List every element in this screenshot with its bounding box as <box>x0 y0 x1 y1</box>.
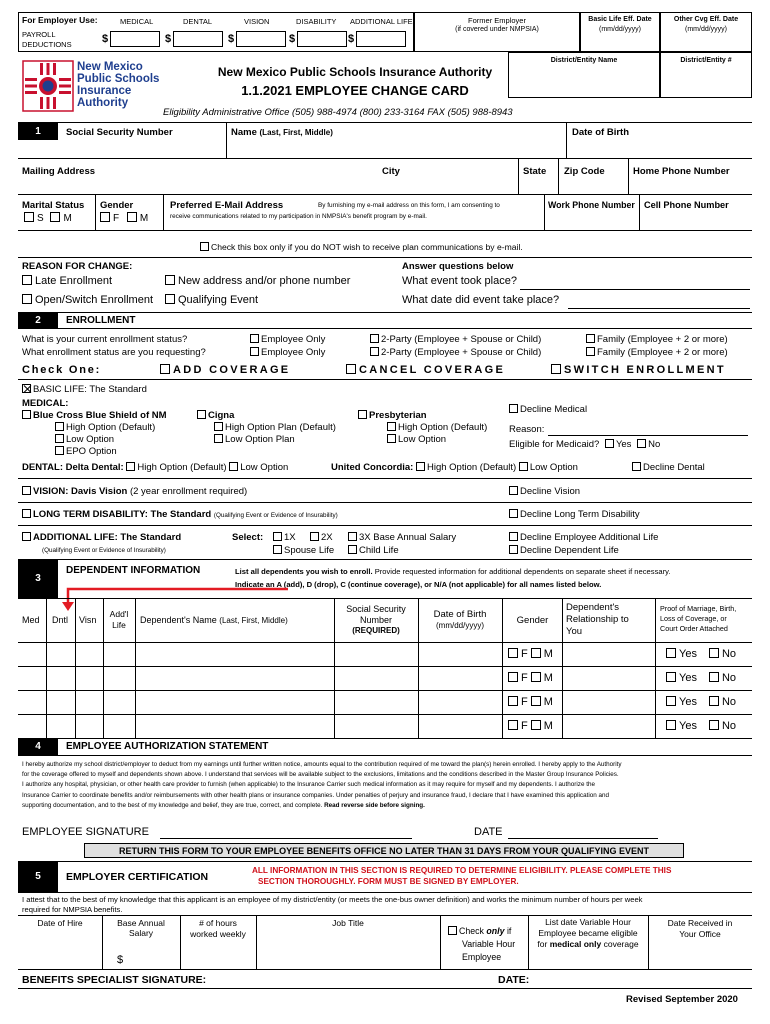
decline-dental-checkbox[interactable] <box>632 462 641 471</box>
employee-signature-label: EMPLOYEE SIGNATURE <box>22 826 149 838</box>
col-ssn-1: Social Security <box>346 604 406 614</box>
qualifying-event-option: Qualifying Event <box>165 294 258 306</box>
email-consent-2: receive communications related to my participation in NMPSIA's benefit program by e-mail. <box>170 213 427 220</box>
medicaid-question: Eligible for Medicaid? Yes No <box>509 439 661 450</box>
no-email-option: Check this box only if you do NOT wish to receive plan communications by e-mail. <box>200 242 523 252</box>
event-date-answer-line[interactable] <box>568 308 750 309</box>
mailing-address-label: Mailing Address <box>22 166 96 177</box>
event-date-question: What date did event take place? <box>402 294 560 306</box>
dep-3-female-checkbox[interactable] <box>508 696 518 706</box>
dependent-note-1: List all dependents you wish to enroll. Provide requested information for additional dependents on separate sheet if necessary. <box>235 567 671 576</box>
dep-2-male-checkbox[interactable] <box>531 672 541 682</box>
job-title-label: Job Title <box>332 918 364 928</box>
decline-dep-life-checkbox[interactable] <box>509 545 518 554</box>
cigna-high-option: High Option Plan (Default) <box>214 422 336 433</box>
district-name-label: District/Entity Name <box>550 57 618 64</box>
presbyterian-high-option: High Option (Default) <box>387 422 487 433</box>
section-3-number: 3 <box>18 560 58 598</box>
former-employer-label: Former Employer <box>468 16 526 25</box>
additional-life-deduction-input[interactable] <box>356 31 406 47</box>
bcbs-low-checkbox[interactable] <box>55 434 64 443</box>
received-date-label-1: Date Received in <box>667 918 733 928</box>
col-relationship-2: Relationship to <box>566 614 629 625</box>
no-email-checkbox[interactable] <box>200 242 209 251</box>
cancel-coverage-option: CANCEL COVERAGE <box>346 364 505 376</box>
decline-vision-option: Decline Vision <box>509 486 580 497</box>
request-employee-only: Employee Only <box>250 347 325 358</box>
reason-label: Reason: <box>509 424 545 435</box>
dep-row-4-proof: Yes No <box>666 720 736 732</box>
specialist-date-label: DATE: <box>498 974 530 986</box>
bcbs-epo-option: EPO Option <box>55 446 117 457</box>
attestation-line-2: required for NMPSIA benefits. <box>22 905 123 914</box>
dep-row-1-proof: Yes No <box>666 648 736 660</box>
col-dntl: Dntl <box>52 615 69 625</box>
section-4-number: 4 <box>18 739 58 755</box>
employee-date-line[interactable] <box>508 838 658 839</box>
dental-deduction-input[interactable] <box>173 31 223 47</box>
current-family: Family (Employee + 2 or more) <box>586 334 728 345</box>
additional-life-row: ADDITIONAL LIFE: The Standard <box>22 532 181 543</box>
dep-2-proof-no-checkbox[interactable] <box>709 672 719 682</box>
employee-date-label: DATE <box>474 826 503 838</box>
request-two-party-checkbox[interactable] <box>370 347 379 356</box>
logo-text-line1: New Mexico <box>77 61 143 73</box>
select-2x-checkbox[interactable] <box>310 532 319 541</box>
marital-options: S M <box>24 212 72 224</box>
col-dob-fmt: (mm/dd/yyyy) <box>436 621 484 630</box>
dollar-sign: $ <box>102 33 109 45</box>
employer-cert-warning-1: ALL INFORMATION IN THIS SECTION IS REQUIRED TO DETERMINE ELIGIBILITY. PLEASE COMPLETE THIS <box>252 866 672 875</box>
col-vision: VISION <box>244 17 270 26</box>
basic-life-checkbox[interactable] <box>22 384 31 393</box>
dep-3-proof-yes-checkbox[interactable] <box>666 696 676 706</box>
ltd-row: LONG TERM DISABILITY: The Standard (Qualifying Event or Evidence of Insurability) <box>22 509 338 520</box>
cigna-low-option: Low Option Plan <box>214 434 295 445</box>
united-low-checkbox[interactable] <box>519 462 528 471</box>
medicaid-yes-checkbox[interactable] <box>605 439 614 448</box>
dollar-sign: $ <box>289 33 296 45</box>
select-3x: 3X Base Annual Salary <box>348 532 456 543</box>
section-5-number: 5 <box>18 862 58 892</box>
new-address-option: New address and/or phone number <box>165 275 350 287</box>
authorization-title: EMPLOYEE AUTHORIZATION STATEMENT <box>66 741 269 752</box>
current-status-question: What is your current enrollment status? <box>22 334 188 345</box>
form-title: 1.1.2021 EMPLOYEE CHANGE CARD <box>241 83 469 98</box>
dep-1-proof-yes-checkbox[interactable] <box>666 648 676 658</box>
decline-ltd-option: Decline Long Term Disability <box>509 509 640 520</box>
bcbs-option: Blue Cross Blue Shield of NM <box>22 410 167 421</box>
dep-1-female-checkbox[interactable] <box>508 648 518 658</box>
state-label: State <box>523 166 547 177</box>
employer-cert-title: EMPLOYER CERTIFICATION <box>66 871 209 883</box>
current-family-checkbox[interactable] <box>586 334 595 343</box>
united-concordia-row: United Concordia: High Option (Default) Low Option <box>331 462 578 473</box>
logo-text-line4: Authority <box>77 97 129 109</box>
dep-4-female-checkbox[interactable] <box>508 720 518 730</box>
select-label: Select: <box>232 532 264 543</box>
dob-label: Date of Birth <box>572 127 629 138</box>
presbyterian-high-checkbox[interactable] <box>387 422 396 431</box>
requesting-status-question: What enrollment status are you requesting? <box>22 347 206 358</box>
dep-3-proof-no-checkbox[interactable] <box>709 696 719 706</box>
dep-2-proof-yes-checkbox[interactable] <box>666 672 676 682</box>
new-address-checkbox[interactable] <box>165 275 175 285</box>
district-number-label: District/Entity # <box>680 57 732 64</box>
received-date-label-2: Your Office <box>679 929 721 939</box>
col-disability: DISABILITY <box>296 17 337 26</box>
decline-medical-checkbox[interactable] <box>509 404 518 413</box>
cancel-coverage-checkbox[interactable] <box>346 364 356 374</box>
united-high-checkbox[interactable] <box>416 462 425 471</box>
other-cvg-date-label: Other Cvg Eff. Date <box>673 16 739 23</box>
switch-enrollment-option: SWITCH ENROLLMENT <box>551 364 726 376</box>
salary-dollar-sign: $ <box>117 954 124 966</box>
open-enrollment-checkbox[interactable] <box>22 294 32 304</box>
select-1x: 1X <box>273 532 296 543</box>
basic-life-date-label: Basic Life Eff. Date <box>588 16 652 23</box>
decline-reason-line[interactable] <box>548 435 748 436</box>
variable-date-label: List date Variable Hour Employee became eligible for medical only coverage <box>537 917 639 949</box>
logo-text-line2: Public Schools <box>77 73 160 85</box>
dollar-sign: $ <box>348 33 355 45</box>
dep-2-female-checkbox[interactable] <box>508 672 518 682</box>
presbyterian-checkbox[interactable] <box>358 410 367 419</box>
delta-high-checkbox[interactable] <box>126 462 135 471</box>
employee-signature-line[interactable] <box>160 838 412 839</box>
vision-row: VISION: Davis Vision (2 year enrollment required) <box>22 486 247 497</box>
gender-female-checkbox[interactable] <box>100 212 110 222</box>
col-ssn-2: Number <box>359 615 392 625</box>
col-proof-1: Proof of Marriage, Birth, <box>660 604 737 613</box>
section-1-number: 1 <box>18 123 58 140</box>
return-text: RETURN THIS FORM TO YOUR EMPLOYEE BENEFITS OFFICE NO LATER THAN 31 DAYS FROM YOUR QUALIFYING EVENT <box>118 846 650 856</box>
ltd-checkbox[interactable] <box>22 509 31 518</box>
gender-label: Gender <box>100 200 134 211</box>
col-relationship-1: Dependent's <box>566 602 620 613</box>
request-two-party: 2-Party (Employee + Spouse or Child) <box>370 347 541 358</box>
enrollment-title: ENROLLMENT <box>66 315 136 326</box>
decline-vision-checkbox[interactable] <box>509 486 518 495</box>
col-med: Med <box>22 615 40 625</box>
cell-phone-label: Cell Phone Number <box>644 200 729 210</box>
current-employee-only: Employee Only <box>250 334 325 345</box>
col-dob: Date of Birth <box>433 609 487 620</box>
base-salary-label-2: Salary <box>128 928 154 938</box>
late-enrollment-checkbox[interactable] <box>22 275 32 285</box>
logo-text-line3: Insurance <box>77 85 132 97</box>
current-two-party-checkbox[interactable] <box>370 334 379 343</box>
dollar-sign: $ <box>165 33 172 45</box>
dollar-sign: $ <box>228 33 235 45</box>
cigna-low-checkbox[interactable] <box>214 434 223 443</box>
email-consent-1: By furnishing my e-mail address on this form, I am consenting to <box>318 202 500 209</box>
dep-4-male-checkbox[interactable] <box>531 720 541 730</box>
decline-addl-life-checkbox[interactable] <box>509 532 518 541</box>
cigna-option: Cigna <box>197 410 234 421</box>
bcbs-low-option: Low Option <box>55 434 114 445</box>
deductions-label: DEDUCTIONS <box>22 40 72 49</box>
bcbs-high-option: High Option (Default) <box>55 422 155 433</box>
variable-hour-check: Check only if Variable Hour Employee <box>448 925 515 964</box>
gender-options: F M <box>100 212 148 224</box>
org-title: New Mexico Public Schools Insurance Authority <box>217 65 493 79</box>
col-dep-name: Dependent's Name (Last, First, Middle) <box>140 615 288 625</box>
attestation-line-1: I attest that to the best of my knowledge that this applicant is an employee of my district/entity (or meets the one-bus owner definition) and works the minimum number of hours per week <box>22 895 643 904</box>
select-1x-checkbox[interactable] <box>273 532 282 541</box>
spouse-life-option: Spouse Life <box>273 545 334 556</box>
city-label: City <box>382 166 400 177</box>
decline-ltd-checkbox[interactable] <box>509 509 518 518</box>
col-gender: Gender <box>516 615 549 626</box>
dependent-note-2: Indicate an A (add), D (drop), C (continue coverage), or N/A (not applicable) for all names listed below. <box>235 580 602 589</box>
check-one-label: Check One: <box>22 364 102 376</box>
presbyterian-low-checkbox[interactable] <box>387 434 396 443</box>
additional-life-note: (Qualifying Event or Evidence of Insurability) <box>42 547 166 554</box>
answer-label: Answer questions below <box>402 261 514 272</box>
qualifying-event-checkbox[interactable] <box>165 294 175 304</box>
dep-row-2-gender: F M <box>508 672 553 684</box>
hours-label-2: worked weekly <box>190 929 246 939</box>
col-dental: DENTAL <box>183 17 213 26</box>
marital-status-label: Marital Status <box>22 200 85 211</box>
col-relationship-3: You <box>566 626 583 637</box>
presbyterian-low-option: Low Option <box>387 434 446 445</box>
other-cvg-date-format: (mm/dd/yyyy) <box>685 26 727 33</box>
email-label: Preferred E-Mail Address <box>170 200 284 211</box>
bcbs-epo-checkbox[interactable] <box>55 446 64 455</box>
basic-life-row: BASIC LIFE: The Standard <box>22 384 147 395</box>
date-of-hire-label: Date of Hire <box>37 918 83 928</box>
request-employee-only-checkbox[interactable] <box>250 347 259 356</box>
payroll-label: PAYROLL <box>22 30 56 39</box>
switch-enrollment-checkbox[interactable] <box>551 364 561 374</box>
add-coverage-checkbox[interactable] <box>160 364 170 374</box>
variable-hour-checkbox[interactable] <box>448 926 457 935</box>
decline-addl-life-option: Decline Employee Additional Life <box>509 532 658 543</box>
revised-date: Revised September 2020 <box>626 994 738 1005</box>
current-employee-only-checkbox[interactable] <box>250 334 259 343</box>
gender-male-checkbox[interactable] <box>127 212 137 222</box>
delta-low-checkbox[interactable] <box>229 462 238 471</box>
section-2-number: 2 <box>18 313 58 328</box>
col-addl-1: Add'l <box>109 609 129 619</box>
basic-life-date-format: (mm/dd/yyyy) <box>599 26 641 33</box>
presbyterian-option: Presbyterian <box>358 410 427 421</box>
contact-line: Eligibility Administrative Office (505) 988-4974 (800) 233-3164 FAX (505) 988-8943 <box>163 107 513 118</box>
disability-deduction-input[interactable] <box>297 31 347 47</box>
dep-row-1-gender: F M <box>508 648 553 660</box>
nmpsia-logo <box>22 60 172 112</box>
zip-label: Zip Code <box>564 166 605 177</box>
work-phone-label: Work Phone Number <box>548 200 635 210</box>
request-family-checkbox[interactable] <box>586 347 595 356</box>
child-life-checkbox[interactable] <box>348 545 357 554</box>
dental-row: DENTAL: Delta Dental: High Option (Default) Low Option <box>22 462 289 473</box>
col-proof-3: Court Order Attached <box>660 624 728 633</box>
employer-cert-warning-2: SECTION THOROUGHLY. FORM MUST BE SIGNED BY EMPLOYER. <box>258 877 519 886</box>
vision-checkbox[interactable] <box>22 486 31 495</box>
dep-4-proof-yes-checkbox[interactable] <box>666 720 676 730</box>
home-phone-label: Home Phone Number <box>633 166 730 177</box>
request-family: Family (Employee + 2 or more) <box>586 347 728 358</box>
decline-dental-option: Decline Dental <box>632 462 705 473</box>
col-visn: Visn <box>79 615 97 625</box>
dep-row-2-proof: Yes No <box>666 672 736 684</box>
col-ssn-3: (REQUIRED) <box>352 626 400 635</box>
additional-life-checkbox[interactable] <box>22 532 31 541</box>
zia-sun-icon <box>22 60 74 112</box>
dep-row-3-gender: F M <box>508 696 553 708</box>
bcbs-high-checkbox[interactable] <box>55 422 64 431</box>
employer-use-label: For Employer Use: <box>22 15 98 25</box>
current-two-party: 2-Party (Employee + Spouse or Child) <box>370 334 541 345</box>
cigna-high-checkbox[interactable] <box>214 422 223 431</box>
dep-1-male-checkbox[interactable] <box>531 648 541 658</box>
former-employer-note: (if covered under NMPSIA) <box>455 26 539 33</box>
ssn-label: Social Security Number <box>66 127 173 138</box>
dependent-info-title: DEPENDENT INFORMATION <box>66 565 201 576</box>
child-life-option: Child Life <box>348 545 399 556</box>
col-additional-life: ADDITIONAL LIFE <box>350 17 413 26</box>
marital-single-checkbox[interactable] <box>24 212 34 222</box>
add-coverage-option: ADD COVERAGE <box>160 364 290 376</box>
reason-title: REASON FOR CHANGE: <box>22 261 133 272</box>
vision-deduction-input[interactable] <box>236 31 286 47</box>
event-answer-line[interactable] <box>520 289 750 290</box>
col-addl-2: Life <box>112 620 126 630</box>
col-proof-2: Loss of Coverage, or <box>660 614 727 623</box>
bcbs-checkbox[interactable] <box>22 410 31 419</box>
col-medical: MEDICAL <box>120 17 154 26</box>
dep-3-male-checkbox[interactable] <box>531 696 541 706</box>
name-label: Name (Last, First, Middle) <box>231 127 333 138</box>
dep-row-4-gender: F M <box>508 720 553 732</box>
select-2x: 2X <box>310 532 333 543</box>
decline-dep-life-option: Decline Dependent Life <box>509 545 619 556</box>
open-enrollment-option: Open/Switch Enrollment <box>22 294 153 306</box>
medicaid-no-checkbox[interactable] <box>637 439 646 448</box>
select-3x-checkbox[interactable] <box>348 532 357 541</box>
event-question: What event took place? <box>402 275 517 287</box>
hours-label-1: # of hours <box>199 918 237 928</box>
spouse-life-checkbox[interactable] <box>273 545 282 554</box>
dep-1-proof-no-checkbox[interactable] <box>709 648 719 658</box>
late-enrollment-option: Late Enrollment <box>22 275 112 287</box>
marital-married-checkbox[interactable] <box>50 212 60 222</box>
medical-deduction-input[interactable] <box>110 31 160 47</box>
dep-row-3-proof: Yes No <box>666 696 736 708</box>
decline-medical-option: Decline Medical <box>509 404 587 415</box>
medical-label: MEDICAL: <box>22 398 69 409</box>
base-salary-label-1: Base Annual <box>117 918 165 928</box>
dep-4-proof-no-checkbox[interactable] <box>709 720 719 730</box>
authorization-text: I hereby authorize my school district/employer to deduct from my earnings until further written notice, amounts equal to the contribution required of me toward the plan(s) herein enrolled. I hereby apply to the Authority for the coverage offered to myself and dependents shown above. I understand that services will be available subject to the exclusions, limitations and the conditions described in the Master Group Insurance Policies. I authorize any hospital, physician, or other health care provider to furnish (when applicable) to the Insurance Carrier such medical information as it may require for myself and my dependents. I authorize the Insurance Carrier to coordinate benefits and/or reimbursements with other health plans or insurance companies. Under penalties of perjury and insurance fraud, I declare that I have examined this application and supporting documentation, and to the best of my knowledge and belief, they are true, correct, and complete. Read reverse side before signing. <box>22 761 622 809</box>
cigna-checkbox[interactable] <box>197 410 206 419</box>
specialist-signature-label: BENEFITS SPECIALIST SIGNATURE: <box>22 974 207 986</box>
